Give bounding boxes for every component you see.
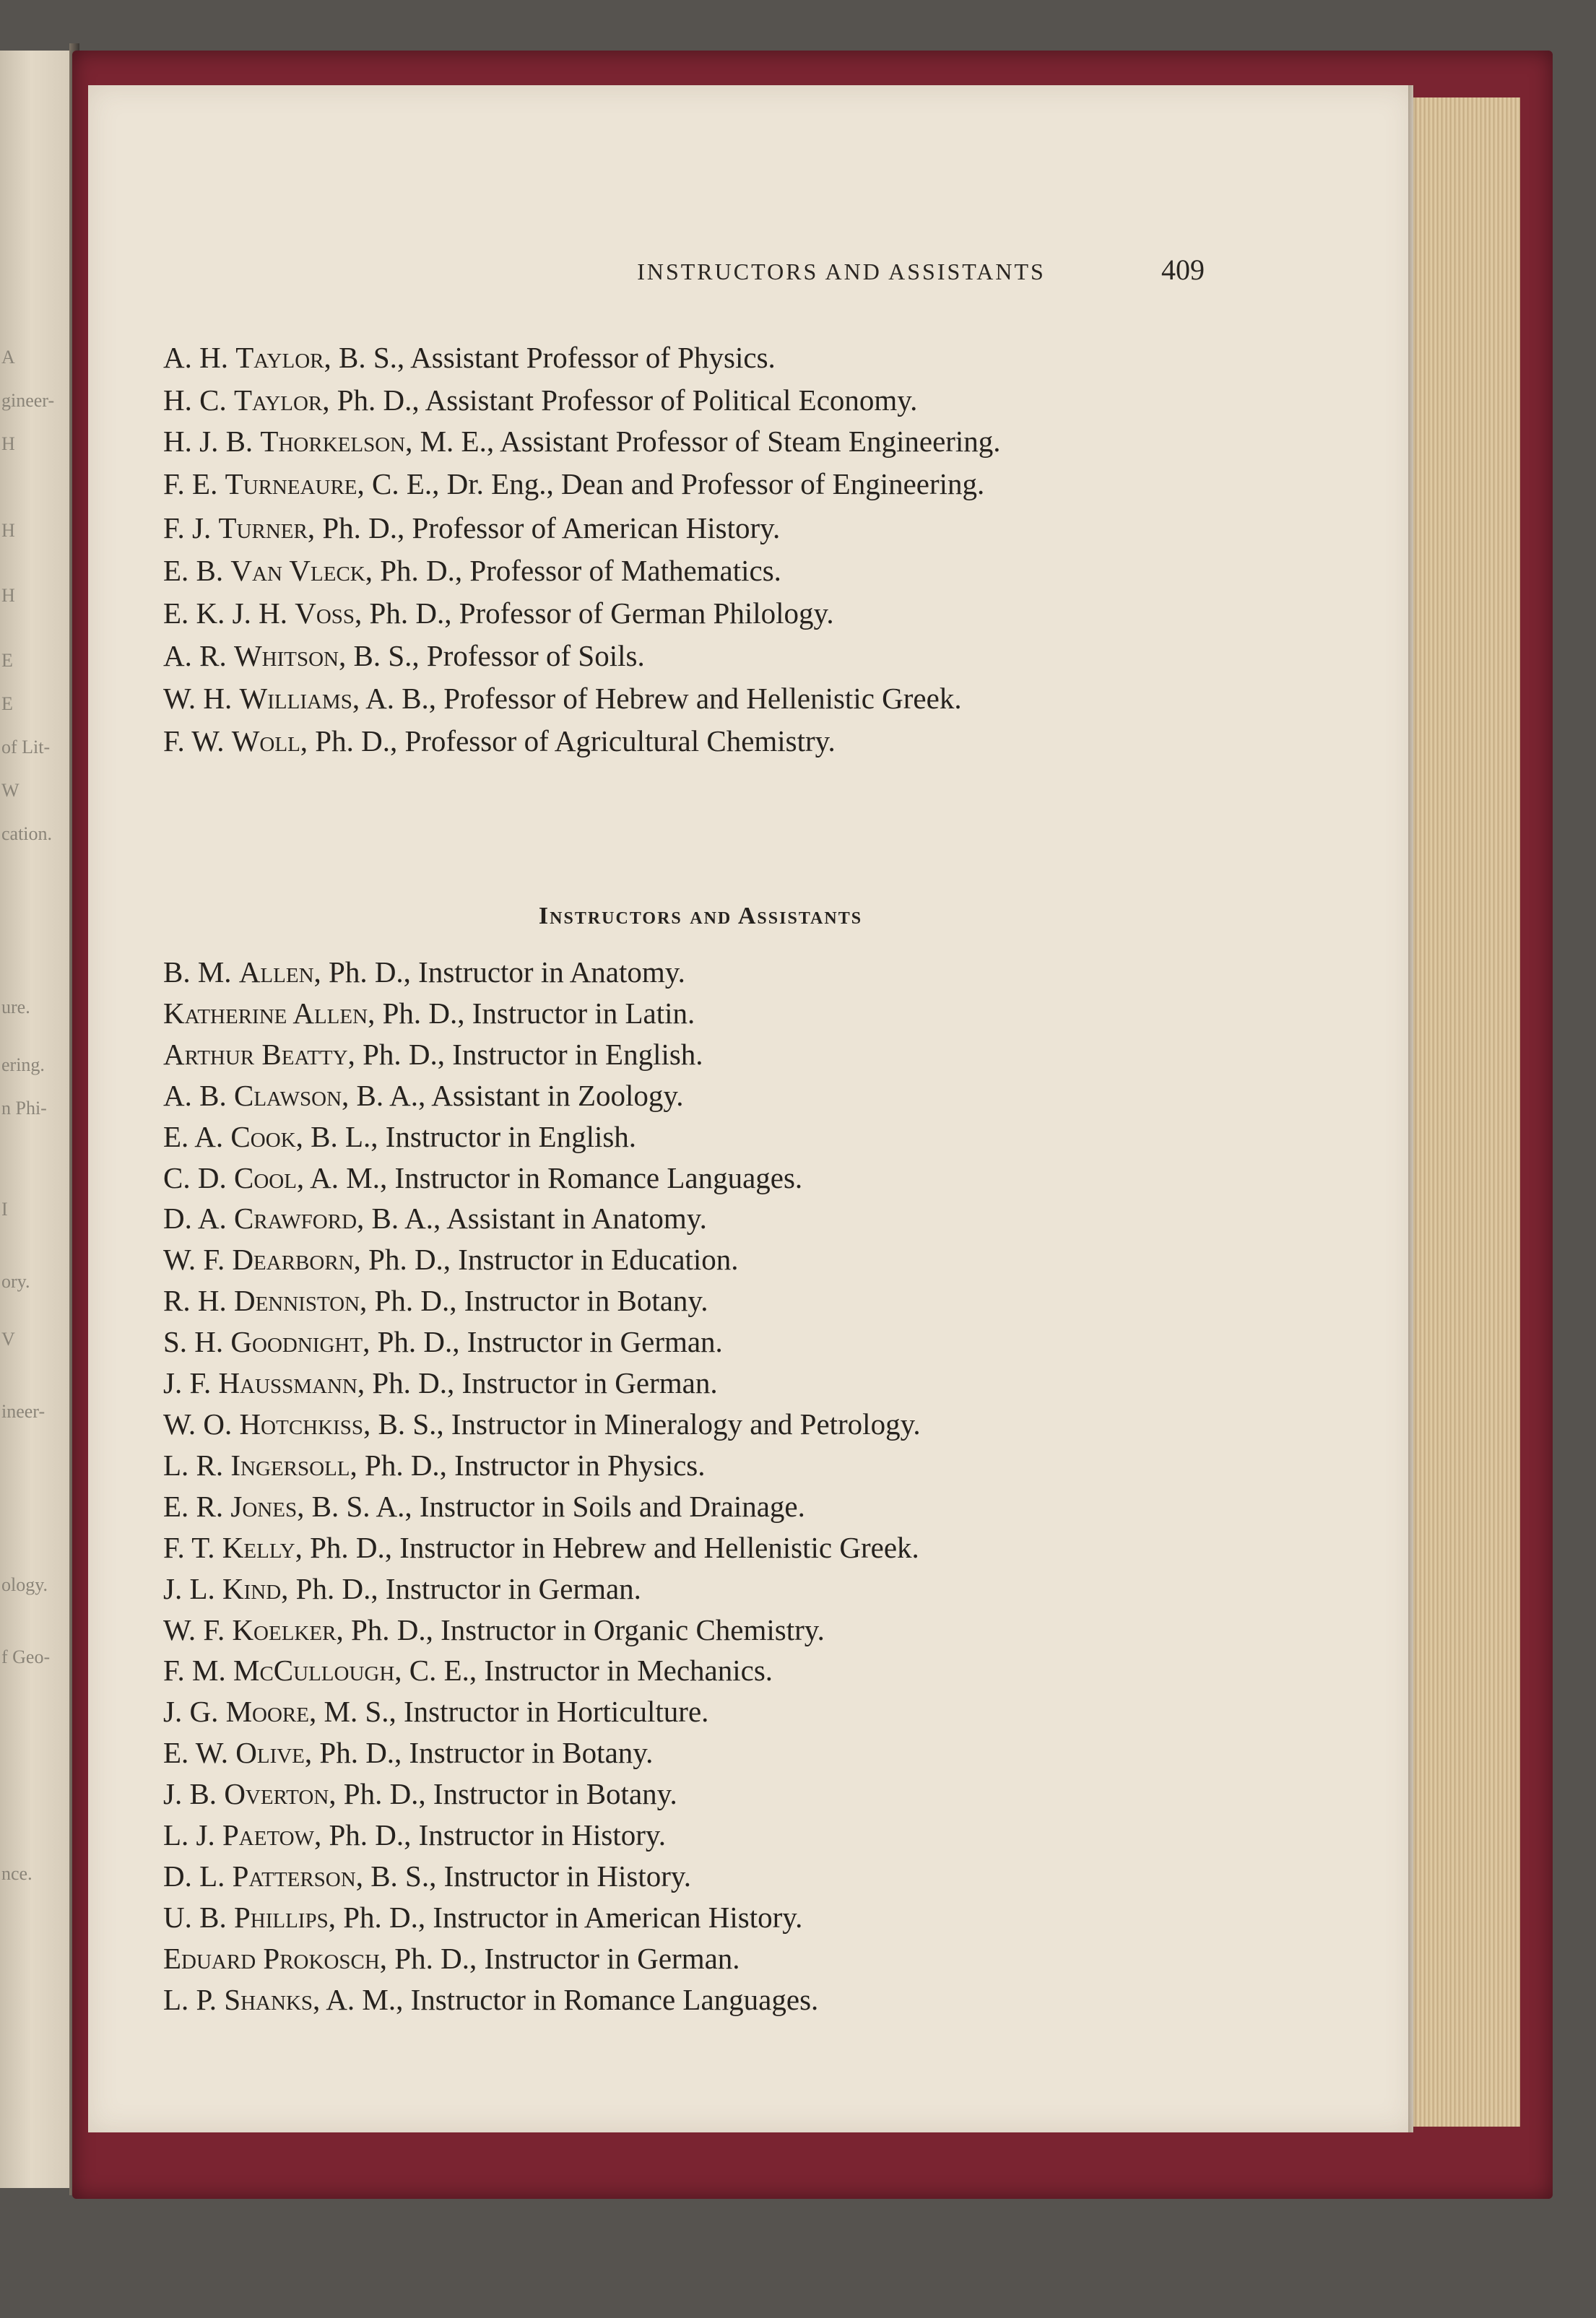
- entry-details: , C. E., Instructor in Mechanics.: [394, 1654, 773, 1688]
- entry-surname: Phillips: [233, 1900, 329, 1934]
- facing-page-fragment: E: [1, 693, 13, 714]
- entry-initials: H. C.: [163, 383, 227, 417]
- directory-entry: [163, 1363, 1232, 1404]
- entry-initials: H. J. B.: [163, 425, 253, 458]
- facing-page-text-fragments: [0, 347, 69, 1935]
- directory-entry: [163, 720, 1218, 763]
- entry-initials: D. A.: [163, 1202, 227, 1236]
- entry-surname: Turner: [218, 511, 308, 544]
- entry-initials: W. F.: [163, 1612, 225, 1646]
- facing-page-fragment: gineer-: [1, 390, 55, 411]
- entry-initials: J. B.: [163, 1777, 217, 1811]
- entry-details: , Ph. D., Instructor in Botany.: [360, 1284, 708, 1318]
- entry-initials: B. M.: [163, 955, 232, 989]
- entry-surname: Eduard Prokosch: [163, 1941, 380, 1975]
- directory-entry: [163, 1034, 1232, 1075]
- entry-details: , Ph. D., Professor of German Philology.: [355, 596, 834, 630]
- entry-details: , B. A., Assistant in Zoology.: [342, 1078, 684, 1112]
- directory-entry: [163, 1116, 1232, 1158]
- facing-page-fragment: W: [1, 780, 19, 801]
- entry-initials: F. W.: [163, 724, 225, 758]
- entry-surname: Ingersoll: [230, 1448, 350, 1482]
- entry-surname: Katherine Allen: [163, 996, 368, 1030]
- entry-surname: Woll: [231, 724, 300, 758]
- entry-details: , Ph. D., Instructor in History.: [313, 1818, 667, 1852]
- facing-page-fragment: of Lit-: [1, 737, 51, 758]
- entry-surname: McCullough: [233, 1654, 395, 1688]
- entry-surname: Paetow: [222, 1818, 314, 1852]
- entry-details: , Ph. D., Assistant Professor of Political Economy.: [322, 383, 918, 417]
- directory-entry: [163, 993, 1232, 1034]
- directory-entry: [163, 1732, 1232, 1774]
- entry-initials: F. E.: [163, 467, 218, 500]
- facing-page-fragment: ineer-: [1, 1401, 45, 1422]
- entry-details: , Ph. D., Instructor in Latin.: [368, 996, 695, 1030]
- entry-surname: Patterson: [232, 1859, 356, 1893]
- directory-entry: [163, 1691, 1232, 1732]
- entry-initials: A. B.: [163, 1078, 227, 1112]
- facing-page-fragment: I: [1, 1199, 8, 1220]
- entry-surname: Shanks: [224, 1982, 313, 2016]
- entry-details: , Ph. D., Instructor in German.: [379, 1941, 740, 1975]
- facing-page-fragment: E: [1, 650, 13, 671]
- page-edge-shadow: [1408, 85, 1417, 2132]
- page-fore-edge: [1412, 97, 1520, 2127]
- entry-details: , Ph. D., Instructor in German.: [357, 1366, 718, 1400]
- entry-surname: Taylor: [235, 341, 324, 374]
- facing-page-fragment: nce.: [1, 1863, 32, 1884]
- facing-page-fragment: n Phi-: [1, 1098, 47, 1119]
- section-heading: Instructors and Assistants: [538, 903, 863, 929]
- page-number: 409: [1161, 253, 1205, 286]
- entry-initials: U. B.: [163, 1900, 227, 1934]
- facing-page-fragment: ure.: [1, 997, 30, 1017]
- entry-details: , B. S., Professor of Soils.: [339, 639, 645, 672]
- entry-details: , Ph. D., Instructor in Organic Chemistry.: [336, 1612, 825, 1646]
- entry-initials: W. F.: [163, 1243, 225, 1277]
- directory-entry: [163, 1486, 1232, 1527]
- entry-initials: F. M.: [163, 1654, 226, 1688]
- entry-details: , B. S. A., Instructor in Soils and Drainage.: [297, 1489, 805, 1523]
- entry-initials: C. D.: [163, 1160, 227, 1194]
- facing-page-fragment: f Geo-: [1, 1646, 51, 1667]
- entry-surname: Voss: [295, 596, 355, 630]
- entry-surname: Jones: [230, 1489, 298, 1523]
- entry-details: , B. S., Assistant Professor of Physics.: [324, 341, 776, 374]
- directory-entry: [163, 1321, 1232, 1363]
- entry-surname: Cook: [230, 1119, 296, 1153]
- entry-details: , A. M., Instructor in Romance Languages.: [296, 1160, 803, 1194]
- directory-entry: [163, 1650, 1232, 1691]
- directory-entry: [163, 1158, 1232, 1199]
- entry-details: , M. E., Assistant Professor of Steam Engineering.: [405, 425, 1001, 458]
- entry-surname: Allen: [238, 955, 314, 989]
- entry-surname: Turneaure: [225, 467, 357, 500]
- entry-initials: W. O.: [163, 1407, 233, 1441]
- entry-details: , A. B., Professor of Hebrew and Hellenistic Greek.: [352, 682, 962, 715]
- entry-details: , A. M., Instructor in Romance Languages.: [313, 1982, 819, 2016]
- directory-entry: [163, 550, 1218, 592]
- directory-entry: [163, 464, 1218, 504]
- directory-entry: [163, 337, 1218, 379]
- entry-surname: Koelker: [232, 1612, 337, 1646]
- directory-entry: [163, 1815, 1232, 1856]
- facing-page-fragment: cation.: [1, 823, 53, 844]
- facing-page-fragment: A: [1, 347, 15, 368]
- entry-initials: F. T.: [163, 1530, 215, 1564]
- entry-details: , Ph. D., Instructor in German.: [281, 1571, 641, 1605]
- entry-initials: R. H.: [163, 1284, 227, 1318]
- facing-page-fragment: ology.: [1, 1574, 48, 1595]
- entry-surname: Cool: [233, 1160, 297, 1194]
- entry-initials: J. G.: [163, 1695, 219, 1729]
- entry-surname: Taylor: [233, 383, 323, 417]
- directory-entry: [163, 1938, 1232, 1979]
- facing-page-fragment: V: [1, 1329, 15, 1350]
- entry-initials: E. B.: [163, 554, 224, 587]
- entry-details: , Ph. D., Instructor in Education.: [353, 1243, 739, 1277]
- instructor-list: [163, 952, 1232, 2020]
- entry-surname: Overton: [224, 1777, 329, 1811]
- directory-entry: [163, 635, 1218, 677]
- entry-surname: Van Vleck: [230, 554, 365, 587]
- entry-surname: Dearborn: [232, 1243, 354, 1277]
- directory-entry: [163, 422, 1218, 461]
- entry-details: , B. A., Assistant in Anatomy.: [357, 1202, 707, 1236]
- directory-entry: [163, 1404, 1232, 1445]
- entry-details: , B. S., Instructor in History.: [355, 1859, 691, 1893]
- entry-initials: D. L.: [163, 1859, 225, 1893]
- running-head: INSTRUCTORS AND ASSISTANTS: [637, 259, 1046, 285]
- entry-surname: Olive: [235, 1736, 305, 1770]
- faculty-list: [163, 337, 1218, 763]
- directory-entry: [163, 1610, 1232, 1651]
- entry-details: , C. E., Dr. Eng., Dean and Professor of Engineering.: [357, 467, 985, 500]
- entry-surname: Arthur Beatty: [163, 1037, 348, 1071]
- entry-surname: Whitson: [233, 639, 339, 672]
- directory-entry: [163, 592, 1218, 635]
- entry-details: , Ph. D., Professor of American History.: [307, 511, 781, 544]
- directory-entry: [163, 952, 1232, 993]
- entry-surname: Hotchkiss: [239, 1407, 363, 1441]
- directory-entry: [163, 1568, 1232, 1610]
- entry-details: , Ph. D., Instructor in Anatomy.: [313, 955, 685, 989]
- directory-entry: [163, 1280, 1232, 1321]
- facing-page-fragment: H: [1, 520, 15, 541]
- entry-details: , Ph. D., Instructor in Botany.: [304, 1736, 654, 1770]
- entry-initials: J. F.: [163, 1366, 212, 1400]
- entry-initials: L. J.: [163, 1818, 215, 1852]
- directory-entry: [163, 379, 1218, 422]
- directory-entry: [163, 1856, 1232, 1897]
- entry-initials: L. R.: [163, 1448, 224, 1482]
- entry-initials: E. K. J. H.: [163, 596, 287, 630]
- entry-details: , Ph. D., Instructor in English.: [347, 1037, 703, 1071]
- entry-initials: S. H.: [163, 1325, 224, 1359]
- entry-initials: E. R.: [163, 1489, 224, 1523]
- directory-entry: [163, 1774, 1232, 1815]
- directory-entry: [163, 1897, 1232, 1938]
- entry-details: , Ph. D., Professor of Agricultural Chemistry.: [300, 724, 836, 758]
- entry-details: , B. S., Instructor in Mineralogy and Petrology.: [363, 1407, 921, 1441]
- entry-surname: Thorkelson: [260, 425, 406, 458]
- entry-surname: Moore: [225, 1695, 309, 1729]
- entry-details: , Ph. D., Instructor in Physics.: [350, 1448, 706, 1482]
- directory-entry: [163, 1075, 1232, 1116]
- entry-surname: Kelly: [222, 1530, 295, 1564]
- entry-surname: Denniston: [233, 1284, 360, 1318]
- entry-surname: Haussmann: [218, 1366, 357, 1400]
- entry-details: , Ph. D., Instructor in American History.: [328, 1900, 803, 1934]
- directory-entry: [163, 1445, 1232, 1486]
- directory-entry: [163, 1527, 1232, 1568]
- facing-page-fragment: H: [1, 433, 15, 454]
- entry-surname: Goodnight: [230, 1325, 363, 1359]
- entry-initials: E. W.: [163, 1736, 228, 1770]
- entry-initials: A. R.: [163, 639, 227, 672]
- entry-initials: E. A.: [163, 1119, 224, 1153]
- facing-page-fragment: ory.: [1, 1271, 30, 1292]
- entry-details: , Ph. D., Instructor in German.: [363, 1325, 723, 1359]
- directory-entry: [163, 1979, 1232, 2020]
- entry-surname: Clawson: [233, 1078, 342, 1112]
- entry-initials: A. H.: [163, 341, 228, 374]
- entry-details: , Ph. D., Instructor in Hebrew and Hellenistic Greek.: [295, 1530, 919, 1564]
- entry-initials: L. P.: [163, 1982, 217, 2016]
- entry-initials: W. H.: [163, 682, 233, 715]
- entry-initials: F. J.: [163, 511, 212, 544]
- facing-page-fragment: H: [1, 585, 15, 606]
- entry-surname: Crawford: [233, 1202, 357, 1236]
- entry-surname: Kind: [222, 1571, 282, 1605]
- entry-details: , Ph. D., Instructor in Botany.: [329, 1777, 677, 1811]
- entry-surname: Williams: [239, 682, 352, 715]
- facing-page-fragment: ering.: [1, 1054, 45, 1075]
- directory-entry: [163, 1239, 1232, 1280]
- entry-details: , B. L., Instructor in English.: [295, 1119, 637, 1153]
- entry-initials: J. L.: [163, 1571, 215, 1605]
- directory-entry: [163, 507, 1218, 550]
- entry-details: , M. S., Instructor in Horticulture.: [308, 1695, 709, 1729]
- directory-entry: [163, 677, 1218, 720]
- directory-entry: [163, 1198, 1232, 1239]
- entry-details: , Ph. D., Professor of Mathematics.: [365, 554, 781, 587]
